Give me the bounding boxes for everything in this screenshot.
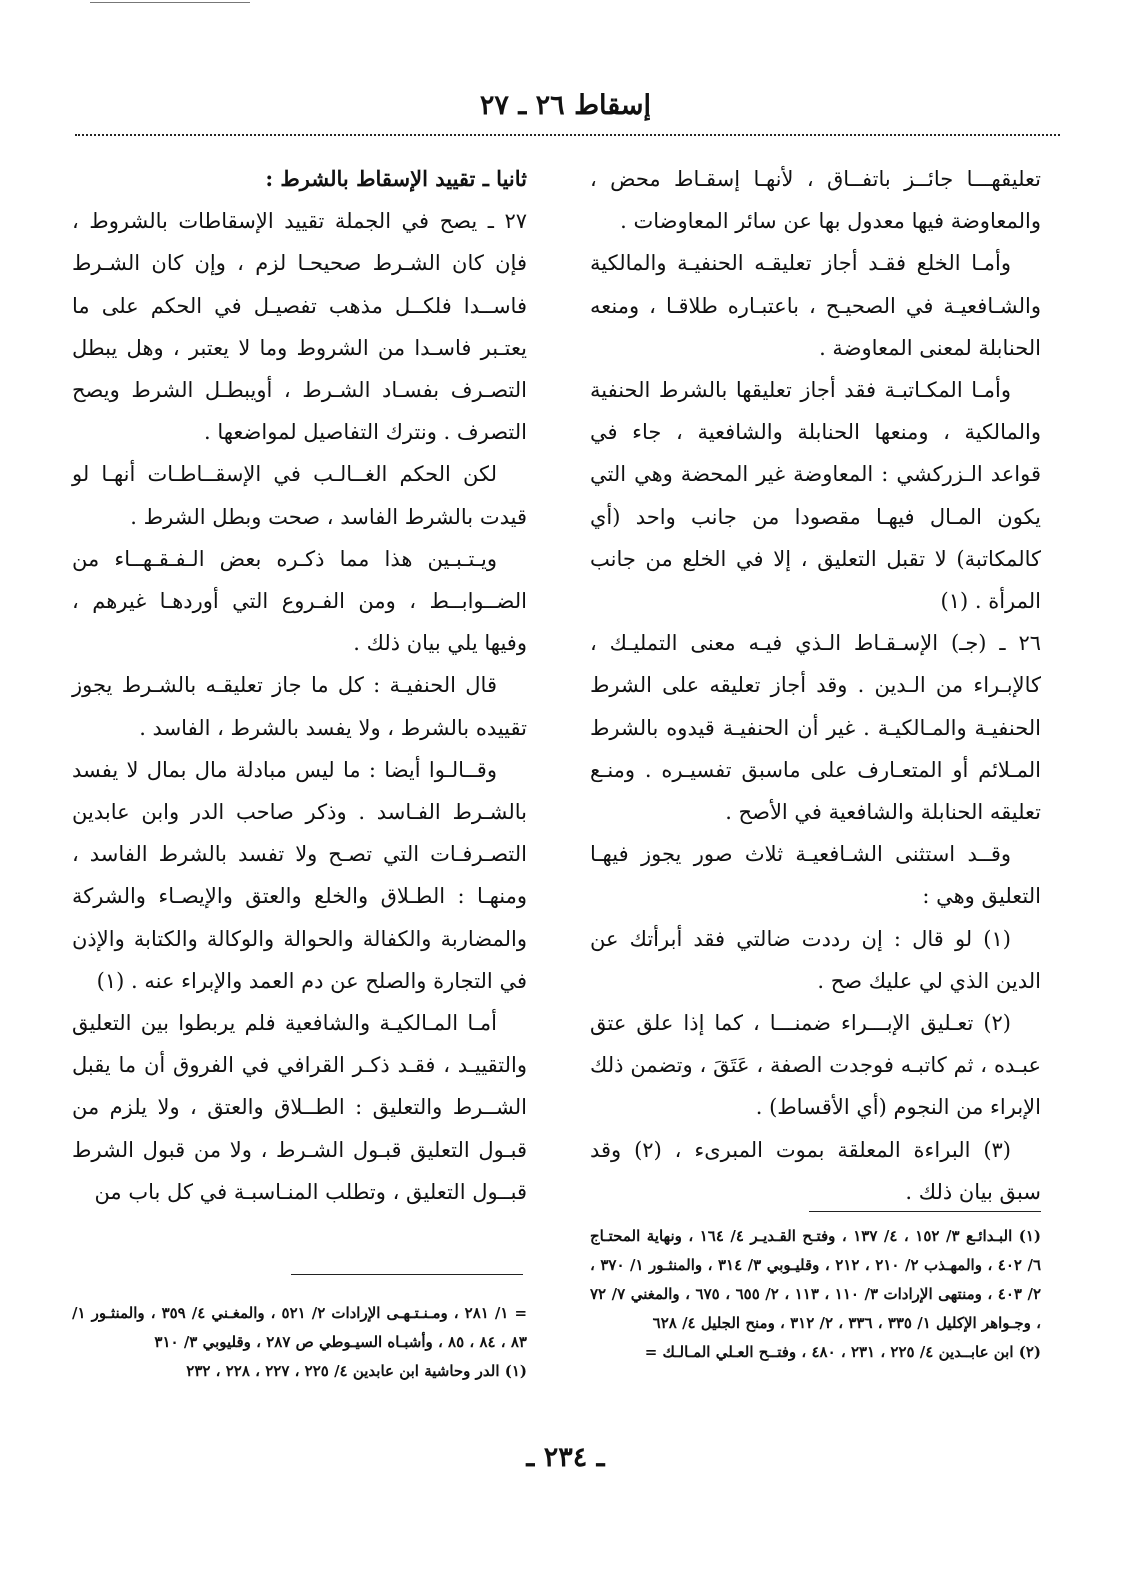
top-edge-line <box>90 2 250 3</box>
paragraph: ٢٦ ـ (جـ) الإسـقـاط الـذي فيـه معنى التمليـك ، كالإبـراء من الـدين . وقد أجاز تعليقه على الشرط الحنفيـة والمـالكيـة . غير أن الحنفيـة قيدوه بالشرط المـلائم أو المتعـارف على ماسبق تفسيـره . ومنـع تعليقه الحنابلة والشافعية في الأصح . <box>590 631 1041 825</box>
footnote-continuation: = ١/ ٢٨١ ، ومـنـتـهـى الإرادات ٢/ ٥٢١ ، والمغـني ٤/ ٣٥٩ ، والمنثـور ١/ ٨٣ ، ٨٤ ، ٨٥ ، وأشبـاه السيـوطي ص ٢٨٧ ، وقليوبي ٣/ ٣١٠ <box>72 1304 528 1351</box>
footnote: (٢) ابن عابــدين ٤/ ٢٢٥ ، ٢٣١ ، ٤٨٠ ، وفتــح العـلي المـالـك = <box>644 1343 1041 1361</box>
paragraph: (٢) تعـليق الإبـــراء ضمنـــا ، كما إذا علق عتق عبـده ، ثم كاتبـه فوجدت الصفة ، عَتَقَ ، وتضمن ذلك الإبراء من النجوم (أي الأقساط) . <box>590 1011 1041 1120</box>
footnote: (١) الدر وحاشية ابن عابدين ٤/ ٢٢٥ ، ٢٢٧ ، ٢٢٨ ، ٢٣٢ <box>186 1362 527 1380</box>
page-number <box>0 1442 1131 1473</box>
running-title: إسقاط ٢٦ ـ ٢٧ <box>479 90 652 121</box>
paragraph: قال الحنفيـة : كل ما جاز تعليقـه بالشـرط يجوز تقييده بالشرط ، ولا يفسد بالشرط ، الفاسد . <box>72 673 527 740</box>
footnote-divider <box>291 1274 523 1275</box>
footnote: (١) البـدائـع ٣/ ١٥٢ ، ٤/ ١٣٧ ، وفتـح القـديـر ٤/ ١٦٤ ، ونهاية المحتـاج ٦/ ٤٠٢ ، والمهـذب ٢/ ٢١٠ ، ٢١٢ ، وقليـوبي ٣/ ٣١٤ ، والمنثـور ١/ ٣٧٠ ، ٢/ ٤٠٣ ، ومنتهى الإرادات ٣/ ١١٠ ، ١١٣ ، ٢/ ٦٥٥ ، ٦٧٥ ، والمغني ٧/ ٧٢ ، وجـواهر الإكليل ١/ ٣٣٥ ، ٣٣٦ ، ٢/ ٣١٢ ، ومنح الجليل ٤/ ٦٢٨ <box>590 1227 1042 1332</box>
paragraph: تعليقهـــا جائــز باتفــاق ، لأنهـا إسقـاط محض ، والمعاوضة فيها معدول بها عن سائر المعاوضات . <box>590 167 1041 234</box>
section-heading: ثانيا ـ تقييد الإسقاط بالشرط : <box>265 166 527 191</box>
paragraph: لكن الحكم الغــالـب في الإسقــاطـات أنهـا لو قيدت بالشرط الفاسد ، صحت وبطل الشرط . <box>72 462 527 529</box>
footnote-divider <box>809 1211 1041 1212</box>
paragraph: ٢٧ ـ يصح في الجملة تقييد الإسقاطات بالشروط ، فإن كان الشـرط صحيحـا لزم ، وإن كان الشـرط فاســدا فلكــل مذهب تفصيـل في الحكم على ما يعتـبر فاسـدا من الشروط وما لا يعتبر ، وهل يبطل التصـرف بفسـاد الشـرط ، أويبطـل الشرط ويصح التصرف . ونترك التفاصيل لمواضعها . <box>72 209 527 445</box>
right-column <box>590 158 1041 1213</box>
page-number-text: ـ ٢٣٤ ـ <box>526 1442 605 1473</box>
left-column <box>72 158 527 1213</box>
paragraph: أمـا المـالكيـة والشافعية فلم يربطوا بين التعليق والتقييـد ، فقـد ذكـر القرافي في الفروق أن ما يقبل الشــرط والتعليق : الطــلاق والعتق ، ولا يلزم من قبـول التعليق قبـول الشـرط ، ولا من قبول الشرط قبــول التعليق ، وتطلب المنـاسبـة في كل باب من <box>72 1011 527 1204</box>
paragraph: ويـتـبـين هذا مما ذكـره بعض الـفـقـهــاء من الضــوابــط ، ومن الفـروع التي أوردهـا غيرهم ، وفيها يلي بيان ذلك . <box>72 546 527 656</box>
paragraph: (١) لو قال : إن رددت ضالتي فقد أبرأتك عن الدين الذي لي عليك صح . <box>590 926 1041 993</box>
paragraph: وقــالـوا أيضا : ما ليس مبادلة مال بمال لا يفسد بالشـرط الفـاسد . وذكر صاحب الدر وابن عابدين التصـرفـات التي تصـح ولا تفسد بالشرط الفاسد ، ومنهـا : الطـلاق والخلع والعتق والإيصـاء والشركة والمضاربة والكفالة والحوالة والوكالة والكتابة والإذن في التجارة والصلح عن دم العمد والإبراء عنه . (١) <box>72 757 527 993</box>
paragraph: وأمـا المكـاتبـة فقد أجاز تعليقها بالشرط الحنفية والمالكية ، ومنعها الحنابلة والشافعية ، جاء في قواعد الـزركشي : المعاوضة غير المحضة وهي التي يكون المـال فيهـا مقصودا من جانب واحد (أي كالمكاتبة) لا تقبل التعليق ، إلا في الخلع من جانب المرأة . (١) <box>590 378 1041 614</box>
footnotes-right <box>590 1222 1041 1367</box>
paragraph: وقــد استثنى الشـافعيـة ثلاث صور يجوز فيهـا التعليق وهي : <box>590 842 1041 909</box>
paragraph: وأمـا الخلع فقـد أجاز تعليقـه الحنفيـة والمالكية والشـافعيـة في الصحيـح ، باعتبـاره طلاقـا ، ومنعه الحنابلة لمعنى المعاوضة . <box>590 251 1041 360</box>
page-header <box>0 90 1131 121</box>
header-divider <box>75 134 1060 136</box>
footnotes-left <box>72 1299 527 1386</box>
paragraph: (٣) البراءة المعلقة بموت المبرىء ، (٢) وقد سبق بيان ذلك . <box>590 1137 1041 1204</box>
